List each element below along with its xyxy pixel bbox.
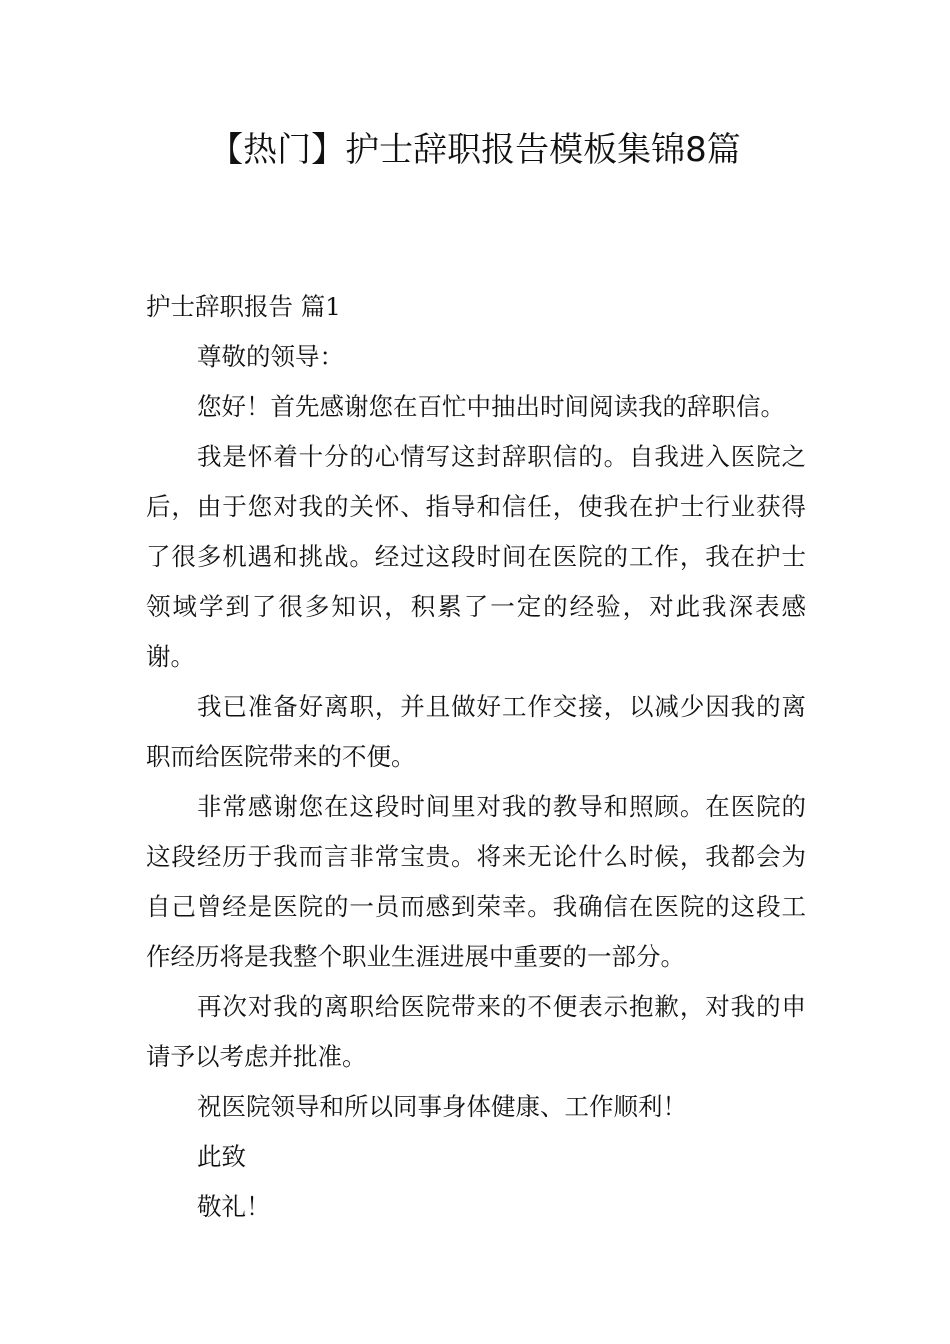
body-paragraph: 再次对我的离职给医院带来的不便表示抱歉，对我的申请予以考虑并批准。 xyxy=(146,992,806,1071)
closing-line: 此致 xyxy=(197,1142,246,1171)
body-paragraph: 非常感谢您在这段时间里对我的教导和照顾。在医院的这段经历于我而言非常宝贵。将来无论什么时候，我都会为自己曾经是医院的一员而感到荣幸。我确信在医院的这段工作经历将是我整个职业生涯进展中重要的一部分。 xyxy=(146,792,806,971)
salutation: 尊敬的领导： xyxy=(197,342,344,371)
greeting-paragraph: 您好！首先感谢您在百忙中抽出时间阅读我的辞职信。 xyxy=(197,392,785,421)
wishes-paragraph: 祝医院领导和所以同事身体健康、工作顺利！ xyxy=(197,1092,687,1121)
document-body xyxy=(146,282,806,1232)
closing-salute: 敬礼！ xyxy=(197,1192,271,1221)
body-paragraph: 我是怀着十分的心情写这封辞职信的。自我进入医院之后，由于您对我的关怀、指导和信任，使我在护士行业获得了很多机遇和挑战。经过这段时间在医院的工作，我在护士领域学到了很多知识，积累了一定的经验，对此我深表感谢。 xyxy=(146,442,806,671)
document-title: 【热门】护士辞职报告模板集锦8篇 xyxy=(209,130,741,170)
body-paragraph: 我已准备好离职，并且做好工作交接，以减少因我的离职而给医院带来的不便。 xyxy=(146,692,806,771)
section-heading: 护士辞职报告 篇1 xyxy=(146,292,341,321)
